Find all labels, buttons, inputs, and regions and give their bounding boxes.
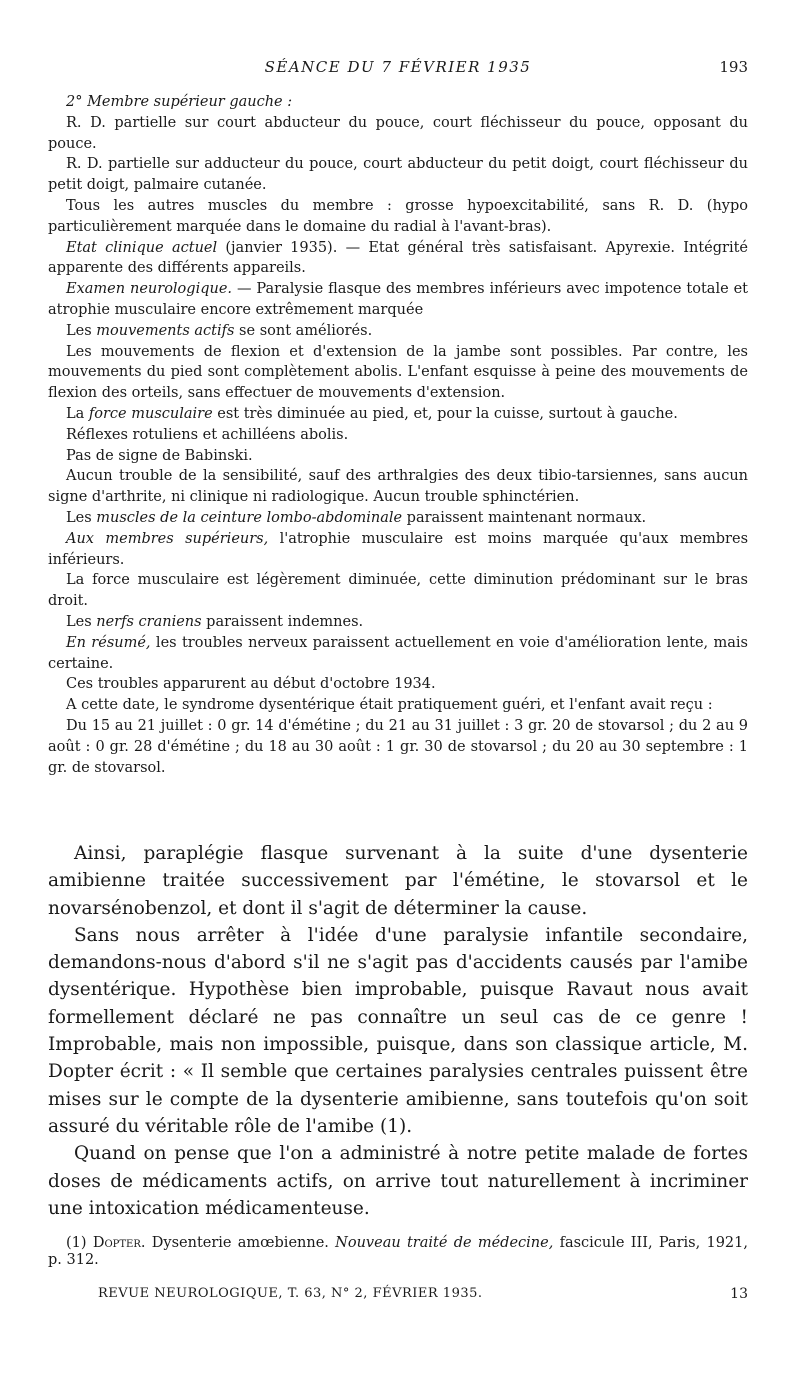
paragraph: Sans nous arrêter à l'idée d'une paralysie infantile secondaire, demandons-nous d'abord s'il ne s'agit pas d'accidents causés par l'amibe dysentérique. Hypothèse bien improbable, puisque Ravaut nous avait formellement déclaré ne pas connaître un seul cas de ce genre ! Improbable, mais non impossible, puisque, dans son classique article, M. Dopter écrit : « Il semble que certaines paralysies centrales puissent être mises sur le compte de la dysenterie amibienne, sans toutefois qu'on soit assuré du véritable rôle de l'amibe (1).: [48, 924, 748, 1137]
running-title: SÉANCE DU 7 FÉVRIER 1935: [264, 58, 532, 76]
paragraph: Tous les autres muscles du membre : grosse hypoexcitabilité, sans R. D. (hypo particulièrement marquée dans le domaine du radial à l'avant-bras).: [48, 197, 748, 235]
paragraph: Pas de signe de Babinski.: [66, 447, 253, 464]
paragraph: La force musculaire est très diminuée au pied, et, pour la cuisse, surtout à gauche.: [66, 405, 678, 422]
paragraph: Aux membres supérieurs, l'atrophie musculaire est moins marquée qu'aux membres inférieurs.: [48, 530, 749, 568]
paragraph: Etat clinique actuel (janvier 1935). — Etat général très satisfaisant. Apyrexie. Intégrité apparente des différents appareils.: [48, 239, 749, 277]
paragraph: Les mouvements de flexion et d'extension de la jambe sont possibles. Par contre, les mouvements du pied sont complètement abolis. L'enfant esquisse à peine des mouvements de flexion des orteils, sans effectuer de mouvements d'extension.: [48, 343, 748, 402]
paragraph: Du 15 au 21 juillet : 0 gr. 14 d'émétine ; du 21 au 31 juillet : 3 gr. 20 de stovarsol ; du 2 au 9 août : 0 gr. 28 d'émétine ; du 18 au 30 août : 1 gr. 30 de stovarsol ; du 20 au 30 septembre : 1 gr. de stovarsol.: [48, 717, 748, 776]
paragraph: Réflexes rotuliens et achilléens abolis.: [66, 426, 349, 443]
paragraph: La force musculaire est légèrement diminuée, cette diminution prédominant sur le bras droit.: [48, 572, 748, 610]
paragraph: R. D. partielle sur adducteur du pouce, court abducteur du petit doigt, court fléchisseur du petit doigt, palmaire cutanée.: [48, 156, 748, 194]
journal-citation: REVUE NEUROLOGIQUE, T. 63, N° 2, FÉVRIER 1935.: [98, 1286, 483, 1301]
case-report-small-text: [48, 92, 748, 778]
footnote: (1) Dopter. Dysenterie amœbienne. Nouveau traité de médecine, fascicule III, Paris, 1921, p. 312.: [48, 1235, 748, 1268]
signature-number: 13: [730, 1286, 748, 1302]
paragraph: Examen neurologique. — Paralysie flasque des membres inférieurs avec impotence totale et atrophie musculaire encore extrêmement marquée: [48, 281, 749, 318]
paragraph: R. D. partielle sur court abducteur du pouce, court fléchisseur du pouce, opposant du pouce.: [48, 114, 748, 152]
paragraph: Ainsi, paraplégie flasque survenant à la suite d'une dysenterie amibienne traitée successivement par l'émétine, le stovarsol et le novarsénobenzol, et dont il s'agit de déterminer la cause.: [48, 843, 748, 919]
paragraph: En résumé, les troubles nerveux paraissent actuellement en voie d'amélioration lente, mais certaine.: [48, 634, 749, 672]
paragraph: Les nerfs craniens paraissent indemnes.: [66, 613, 364, 630]
paragraph: Quand on pense que l'on a administré à notre petite malade de fortes doses de médicaments actifs, on arrive tout naturellement à incriminer une intoxication médicamenteuse.: [48, 1143, 748, 1219]
paragraph: A cette date, le syndrome dysentérique était pratiquement guéri, et l'enfant avait reçu :: [66, 697, 713, 714]
paragraph: Ces troubles apparurent au début d'octobre 1934.: [66, 676, 436, 693]
page-number: 193: [719, 58, 748, 76]
running-header: [48, 58, 748, 80]
discussion-large-text: [48, 840, 748, 1222]
page-footer: [48, 1286, 748, 1306]
paragraph: Les mouvements actifs se sont améliorés.: [66, 322, 373, 339]
paragraph: Aucun trouble de la sensibilité, sauf des arthralgies des deux tibio-tarsiennes, sans aucun signe d'arthrite, ni clinique ni radiologique. Aucun trouble sphinctérien.: [48, 468, 748, 506]
paragraph: Les muscles de la ceinture lombo-abdominale paraissent maintenant normaux.: [66, 509, 647, 526]
paragraph: 2° Membre supérieur gauche :: [66, 94, 293, 110]
